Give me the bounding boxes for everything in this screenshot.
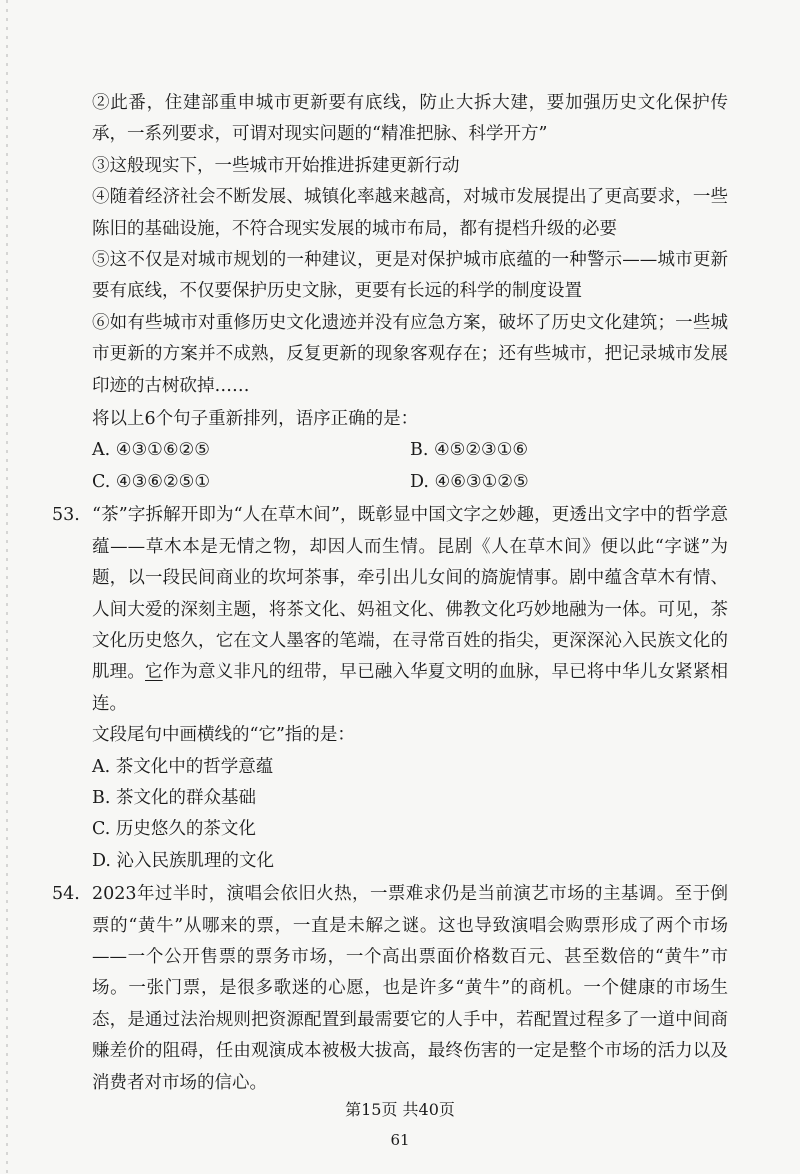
q53-passage-before: “茶”字拆解开即为“人在草木间”，既彰显中国文字之妙趣，更透出文字中的哲学意蕴——草木本是无情之物，却因人而生情。昆剧《人在草木间》便以此“字谜”为题，以一段民间商业的坎坷茶事，牵引出儿女间的旖旎情事。剧中蕴含草木有情、人间大爱的深刻主题，将茶文化、妈祖文化、佛教文化巧妙地融为一体。可见，茶文化历史悠久，它在文人墨客的笔端，在寻常百姓的指尖，更深深沁入民族文化的肌理。 <box>92 505 728 683</box>
q52-sentences <box>92 88 728 402</box>
sentence-4: ④随着经济社会不断发展、城镇化率越来越高，对城市发展提出了更高要求，一些陈旧的基础设施，不符合现实发展的城市布局，都有提档升级的必要 <box>92 187 728 239</box>
q52-option-b[interactable]: B. ④⑤②③①⑥ <box>410 440 529 461</box>
q53-prompt: 文段尾句中画横线的“它”指的是： <box>92 725 355 746</box>
sentence-5: ⑤这不仅是对城市规划的一种建议，更是对保护城市底蕴的一种警示——城市更新要有底线，不仅要保护历史文脉，更要有长远的科学的制度设置 <box>92 250 728 302</box>
q53-underlined-word: 它 <box>145 662 163 683</box>
page-number: 61 <box>390 1131 410 1149</box>
question-number: 53. <box>52 505 80 526</box>
q52-option-c[interactable]: C. ④③⑥②⑤① <box>92 471 211 492</box>
q53-option-b[interactable]: B. 茶文化的群众基础 <box>92 787 256 808</box>
q52-option-d[interactable]: D. ④⑥③①②⑤ <box>410 471 529 492</box>
q53-passage <box>92 500 728 720</box>
binding-edge <box>6 0 8 1174</box>
q53-passage-after: 作为意义非凡的纽带，早已融入华夏文明的血脉，早已将中华儿女紧紧相连。 <box>92 662 728 714</box>
sentence-3: ③这般现实下，一些城市开始推进拆建更新行动 <box>92 155 460 176</box>
question-53 <box>52 500 728 877</box>
q53-option-d[interactable]: D. 沁入民族肌理的文化 <box>92 850 275 871</box>
q52-prompt: 将以上6个句子重新排列，语序正确的是： <box>92 409 419 430</box>
q52-option-a[interactable]: A. ④③①⑥②⑤ <box>92 440 210 461</box>
question-54 <box>52 879 728 1099</box>
q52-options <box>92 435 728 498</box>
sentence-2: ②此番，住建部重申城市更新要有底线，防止大拆大建，要加强历史文化保护传承，一系列要求，可谓对现实问题的“精准把脉、科学开方” <box>92 93 728 145</box>
sentence-6: ⑥如有些城市对重修历史文化遗迹并没有应急方案，破坏了历史文化建筑；一些城市更新的方案并不成熟，反复更新的现象客观存在；还有些城市，把记录城市发展印迹的古树砍掉…… <box>92 312 728 396</box>
page-info: 第15页 共40页 <box>345 1100 455 1119</box>
q53-option-a[interactable]: A. 茶文化中的哲学意蕴 <box>92 756 274 777</box>
question-number: 54. <box>52 884 80 905</box>
q54-passage: 2023年过半时，演唱会依旧火热，一票难求仍是当前演艺市场的主基调。至于倒票的“黄牛”从哪来的票，一直是未解之谜。这也导致演唱会购票形成了两个市场——一个公开售票的票务市场，一个高出票面价格数百元、甚至数倍的“黄牛”市场。一张门票，是很多歌迷的心愿，也是许多“黄牛”的商机。一个健康的市场生态，是通过法治规则把资源配置到最需要它的人手中，若配置过程多了一道中间商赚差价的阻碍，任由观演成本被极大拔高，最终伤害的一定是整个市场的活力以及消费者对市场的信心。 <box>92 884 728 1093</box>
q53-option-c[interactable]: C. 历史悠久的茶文化 <box>92 819 256 840</box>
content-column <box>52 88 728 1099</box>
